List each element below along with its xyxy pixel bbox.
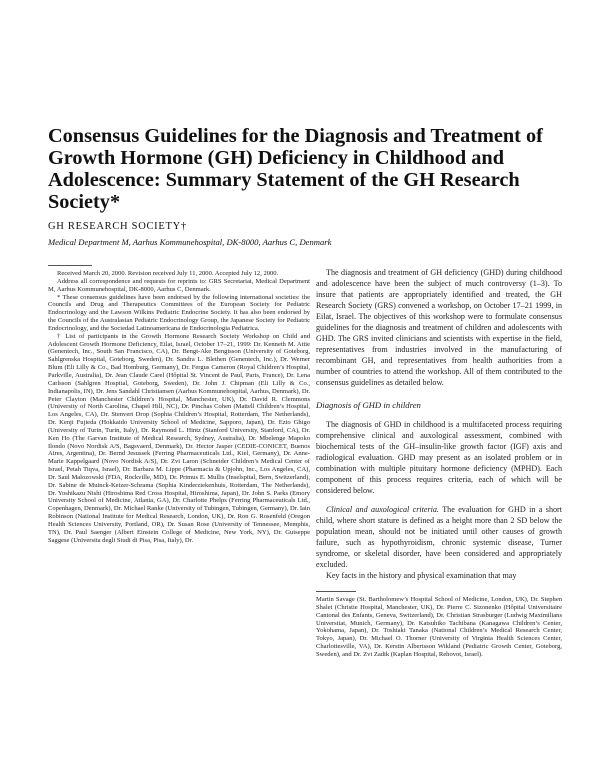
received-dates: Received March 20, 2000. Revision received July 11, 2000. Accepted July 12, 2000. <box>57 270 279 277</box>
footnote-rule <box>48 265 92 266</box>
diagnosis-paragraph: The diagnosis of GHD in childhood is a multifaceted process requiring comprehensive clinical and auxological assessment, combined with biochemical tests of the GH–insulin-like growth factor (IGF) axis and radiological evaluation. GHD may present as an isolated problem or in combination with multiple pituitary hormone deficiency (MPHD). Each component of this process requires criteria, each of which will be considered below. <box>316 420 562 495</box>
endorsement-note: * These consensus guidelines have been endorsed by the following international societies: the Councils and Drug and Therapeutics Committees of the European Society for Pediatric Endocrinology and the Lawson Wilkins Pediatric Endocrine Society. It has also been endorsed by the Councils of the Australasian Pediatric Endocrinology Group, the Japanese Society for Pediatric Endocrinology, and the Sociedad Latinoamericana de Endocrinologia Pediatrica. <box>48 293 310 332</box>
criteria-text: The evaluation for GHD in a short child, where short stature is defined as a height more than 2 SD below the population mean, should not be initiated until other causes of growth failure, such as hypothyroidism, chronic systemic disease, Turner syndrome, or skeletal disorder, have been considered and appropriately excluded. <box>316 505 562 569</box>
key-facts-line: Key facts in the history and physical examination that may <box>326 571 517 580</box>
criteria-paragraph <box>316 504 562 570</box>
criteria-runin-heading: Clinical and auxological criteria. <box>326 505 439 514</box>
author-line: GH RESEARCH SOCIETY† <box>48 221 187 232</box>
left-footnote-column <box>48 265 310 545</box>
affiliation-line: Medical Department M, Aarhus Kommunehospital, DK-8000, Aarhus C, Denmark <box>48 237 332 247</box>
footnote-rule-right <box>316 591 356 592</box>
participants-continuation: Martin Savage (St. Bartholomew’s Hospital School of Medicine, London, UK), Dr. Stephen Shalet (Christie Hospital, Manchester, UK), Dr. Pierre C. Sizonenko (Hôpital Universitaire Cantonal des Enfants, Geneva, Switzerland), Dr. Christian Strasburger (Ludwig Maximilians Universitat, Munich, Germany), Dr. Katsuhiko Tachibana (Kanagawa Children’s Center, Yokohama, Japan), Dr. Toshiaki Tanaka (National Children’s Medical Research Center, Tokyo, Japan), Dr. Michael O. Thorner (University of Virginia Health Sciences Center, Charlottesville, VA), Dr. Kerstin Albertsson Wikland (Pediatric Growth Center, Goteborg, Sweden), and Dr. Zvi Zadik (Kaplan Hospital, Rehovot, Israel). <box>316 596 562 658</box>
intro-paragraph: The diagnosis and treatment of GH deficiency (GHD) during childhood and adolescence have been the subject of much controversy (1–3). To insure that patients are appropriately identified and treated, the GH Research Society (GRS) convened a workshop, on October 17–21 1999, in Eilat, Israel. The objectives of this workshop were to formulate consensus guidelines for the diagnosis and treatment of children and adolescents with GHD. The GRS invited clinicians and scientists with expertise in the field, representatives from industries involved in the manufacturing of recombinant GH, and representatives from health authorities from a number of countries to attend the workshop. All of them contributed to the consensus guidelines as detailed below. <box>316 268 562 387</box>
participants-list: † List of participants in the Growth Hormone Research Society Workshop on Child and Adolescent Growth Hormone Deficiency, Eilat, Israel, October 17–21, 1999: Dr. Kenneth M. Attie (Genentech, Inc., South San Francisco, CA), Dr. Bengt-Ake Bengtsson (University of Goteborg, Sahlgrenska Hospital, Goteborg, Sweden), Dr. Sandra L. Blethen (Genentech, Inc.), Dr. Werner Blum (Eli Lilly & Co., Bad Homburg, Germany), Dr. Fergus Cameron (Royal Children’s Hospital, Parkville, Australia), Dr. Jean Claude Carel (Hôpital St. Vincent de Paul, Paris, France), Dr. Lena Carlsson (Sahlgren Hospital, Goteborg, Sweden), Dr. John J. Chipman (Eli Lilly & Co., Indianapolis, IN), Dr. Jens Sandahl Christiansen (Aarhus Kommunehospital, Aarhus, Denmark), Dr. Peter Clayton (Manchester Children’s Hospital, Manchester, UK), Dr. David R. Clemmons (University of North Carolina, Chapel Hill, NC), Dr. Pinchas Cohen (Mattell Children’s Hospital, Los Angeles, CA), Dr. Stenvert Drop (Sophia Children’s Hospital, Rotterdam, The Netherlands), Dr. Kenji Fujieda (Hokkaido University School of Medicine, Sapporo, Japan), Dr. Ezio Ghigo (University of Turin, Turin, Italy), Dr. Raymond L. Hintz (Stanford University, Stanford, CA), Dr. Ken Ho (The Garvan Institute of Medical Research, Sydney, Australia), Dr. Mbelenge Mapoko Ilondo (Novo Nordisk A/S, Bagsvaerd, Denmark), Dr. Hector Jasper (CEDIE-CONICET, Buenos Aires, Argentina), Dr. Bernd Jesussek (Ferring Pharmaceuticals Ltd., Kiel, Germany), Dr. Anne-Marie Kappelgaard (Novo Nordisk A/S), Dr. Zvi Laron (Schneider Children’s Medical Center of Israel, Petah Tiqva, Israel), Dr. Barbara M. Lippe (Pharmacia & Upjohn, Inc., Los Angeles, CA), Dr. Saul Malozowski (FDA, Rockville, MD), Dr. Primus E. Mullis (Inselspital, Bern, Switzerland), Dr. Sabine de Muinck-Keizer-Schrama (Sophia Kinderziekenhuis, Rotterdam, The Netherlands), Dr. Yoshikazu Nishi (Hiroshima Red Cross Hospital, Hiroshima, Japan), Dr. John S. Parks (Emory University School of Medicine, Atlanta, GA), Dr. Charlotte Phelps (Ferring Pharmaceuticals Ltd., Copenhagen, Denmark), Dr. Michael Ranke (University of Tubingen, Tubingen, Germany), Dr. Iain Robinson (National Institute for Medical Research, London, UK), Dr. Ron G. Rosenfeld (Oregon Health Sciences University, Portland, OR), Dr. Susan Rose (University of Tennessee, Memphis, TN), Dr. Paul Saenger (Albert Einstein College of Medicine, New York, NY), Dr. Guiseppe Saggese (Universita degli Studi di Pisa, Pisa, Italy), Dr. <box>48 332 311 544</box>
correspondence-address: Address all correspondence and requests for reprints to: GRS Secretariat, Medical Department M, Aarhus Kommunehospital, DK-8000, Aarhus C, Denmark. <box>48 277 310 293</box>
right-body-column <box>316 267 562 659</box>
section-heading: Diagnosis of GHD in children <box>316 400 421 410</box>
article-title: Consensus Guidelines for the Diagnosis and Treatment of Growth Hormone (GH) Deficiency in Childhood and Adolescence: Summary Statement of the GH Research Society* <box>48 125 543 213</box>
